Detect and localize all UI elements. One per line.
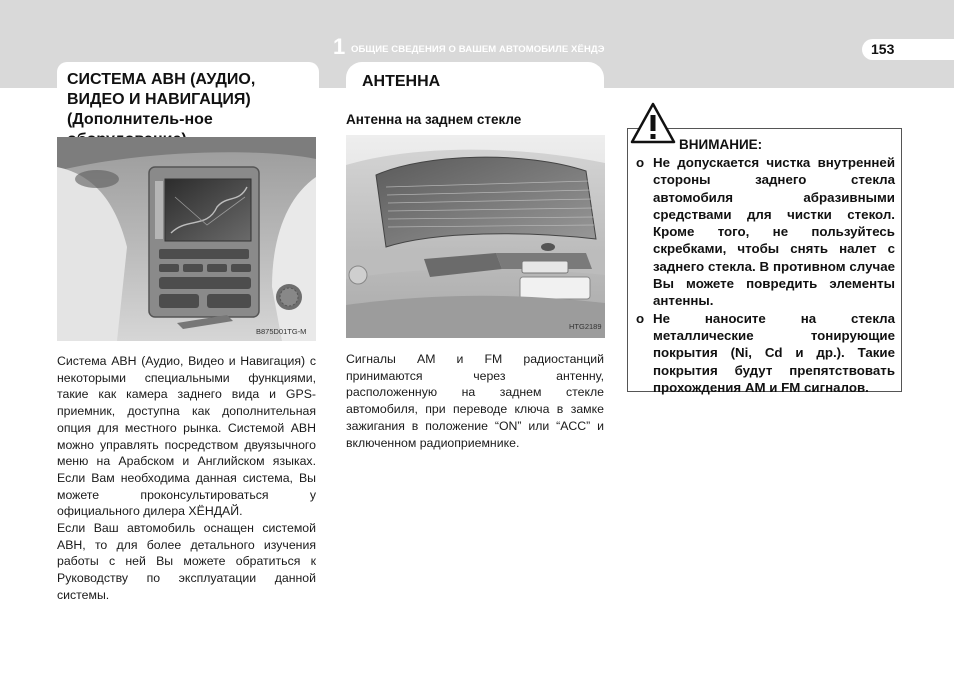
rear-car-illustration: [346, 135, 605, 338]
chapter-title: ОБЩИЕ СВЕДЕНИЯ О ВАШЕМ АВТОМОБИЛЕ ХЁНДЭ: [351, 44, 605, 55]
warning-item-text: Не наносите на стекла металлические тонирующие покрытия (Ni, Cd и др.). Такие покрытия будут препятствовать прохождения AM и FM сигналов.: [653, 310, 895, 395]
warning-bullet: o: [636, 310, 645, 326]
warning-item: [636, 154, 895, 310]
section2-body: [346, 351, 604, 451]
avn-dashboard-illustration: [57, 137, 316, 341]
warning-bullet: o: [636, 155, 645, 170]
rear-antenna-figure-code: HTG2189: [569, 322, 602, 331]
warning-triangle-icon: [630, 102, 676, 144]
section1-title: СИСТЕМА АВН (АУДИО, ВИДЕО И НАВИГАЦИЯ) (Дополнитель-ное: [67, 71, 256, 128]
warning-title: ВНИМАНИЕ:: [679, 137, 763, 152]
warning-list: [636, 154, 895, 396]
avn-system-photo: [57, 137, 316, 341]
warning-item: [636, 310, 895, 396]
section1-body: [57, 353, 316, 604]
section1-paragraph: Если Ваш автомобиль оснащен системой АВН, то для более детального изучения работы с ней Вы можете обратиться к Руководству по эксплуатации данной системы.: [57, 521, 316, 602]
chapter-number: 1: [333, 34, 346, 59]
warning-item-text: Не допускается чистка внутренней стороны заднего стекла автомобиля абразивными средствами для чистки стекол. Кроме того, не пользуйтесь скребками, чтобы снять налет с заднего стекла. В противном случае Вы можете повредить элементы антенны.: [653, 155, 895, 309]
section2-title: АНТЕННА: [362, 73, 441, 90]
page-number: 153: [871, 41, 895, 57]
avn-figure-code: B875D01TG-M: [256, 327, 307, 336]
section1-paragraph: Система АВН (Аудио, Видео и Навигация) с некоторыми специальными функциями, такие как камера заднего вида и GPS-приемник, доступна как дополнительная опция для местного рынка. Системой АВН можно управлять посредством двуязычного меню на Арабском и Английском языках. Если Вам необходима данная система, Вы можете проконсультироваться у официального дилера ХЁНДАЙ.: [57, 354, 316, 519]
section2-paragraph: Сигналы AM и FM радиостанций принимаются через антенну, расположенную на заднем стекле автомобиля, при переводе ключа в замке зажигания в положение “ON” или “ACC” и включенном радиоприемнике.: [346, 352, 604, 450]
rear-window-antenna-photo: [346, 135, 605, 338]
rear-antenna-subheading: Антенна на заднем стекле: [346, 112, 522, 127]
